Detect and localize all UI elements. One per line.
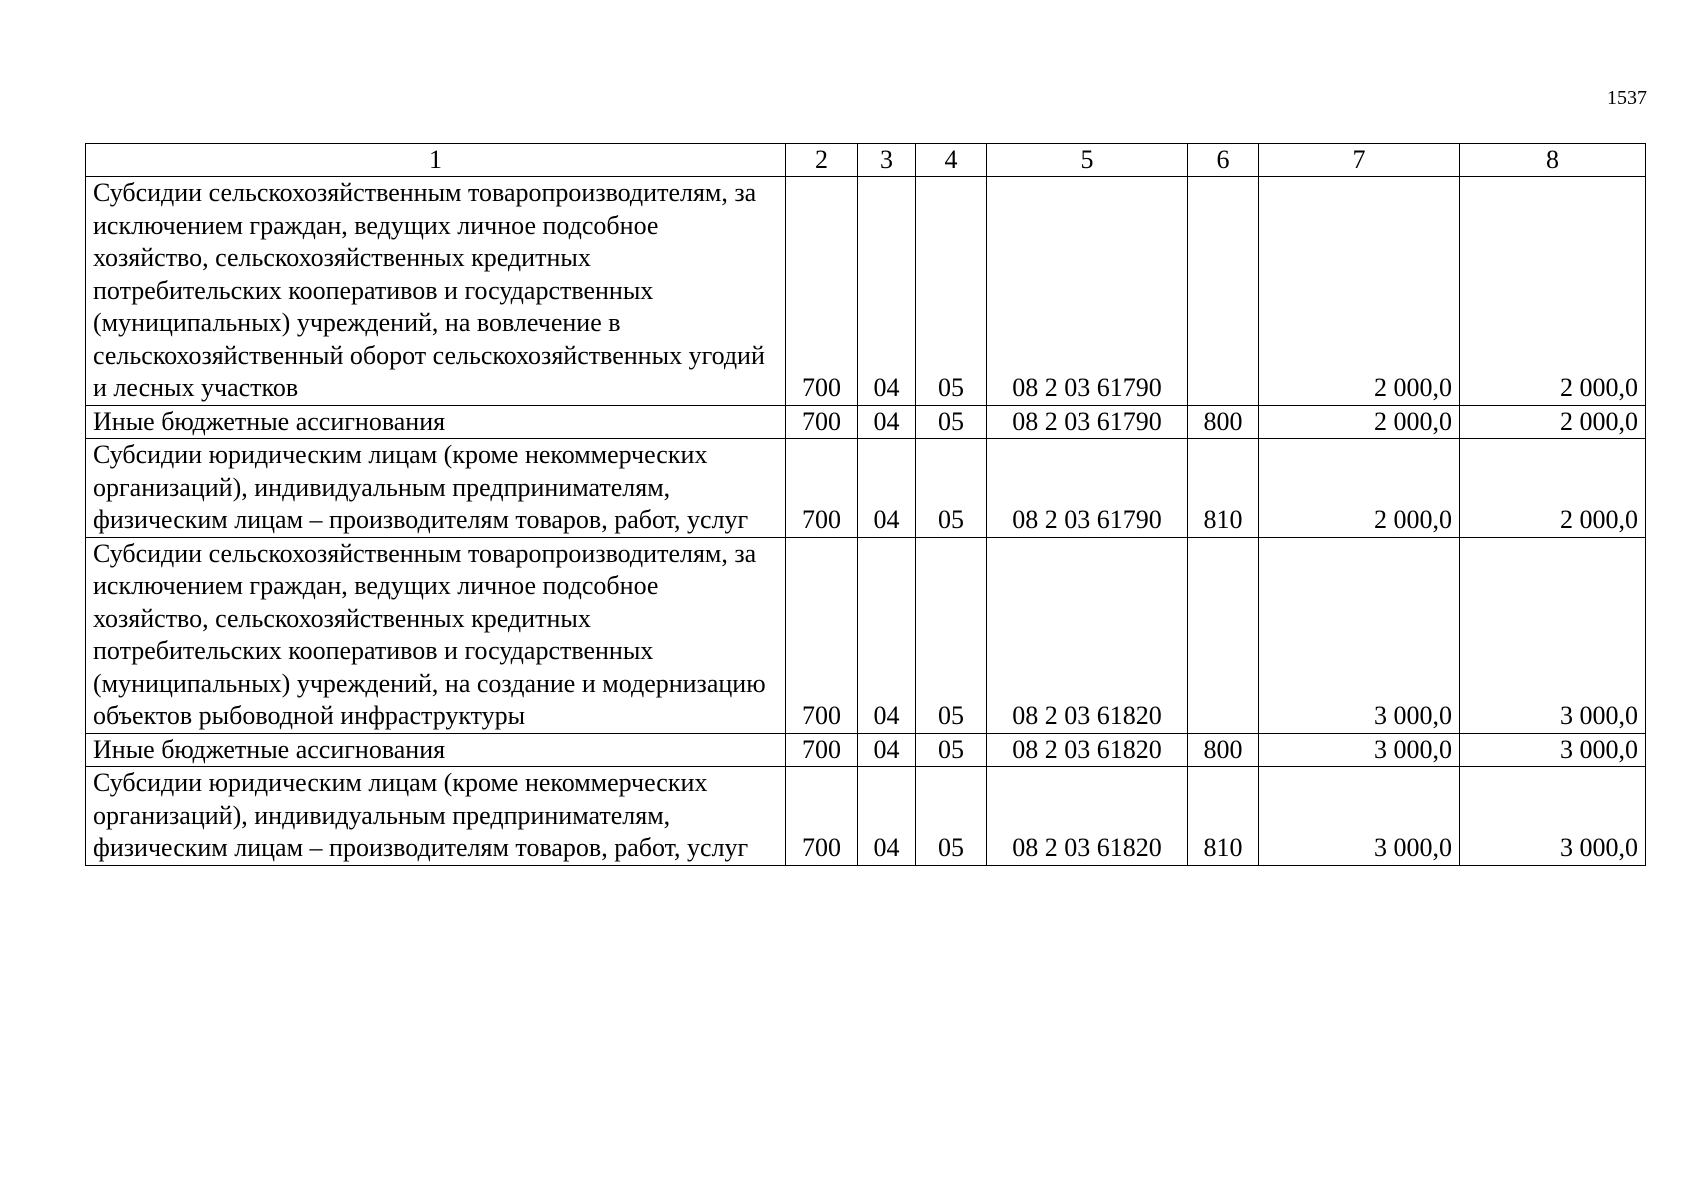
header-cell-3: 3 (858, 144, 916, 177)
row-section: 04 (858, 177, 916, 406)
header-cell-7: 7 (1259, 144, 1460, 177)
row-section: 04 (858, 733, 916, 767)
row-amount-b: 3 000,0 (1460, 537, 1646, 733)
table-row (86, 439, 1646, 538)
row-amount-a: 3 000,0 (1259, 537, 1460, 733)
row-name: Субсидии сельскохозяйственным товаропроизводителям, за исключением граждан, ведущих личное подсобное хозяйство, сельскохозяйственных кредитных потребительских кооперативов и государственных (муниципальных) учреждений, на вовлечение в сельскохозяйственный оборот сельскохозяйственных угодий и лесных участков (86, 177, 786, 406)
row-section: 04 (858, 405, 916, 439)
row-ministry: 700 (786, 177, 858, 406)
header-cell-5: 5 (987, 144, 1188, 177)
budget-table (85, 143, 1646, 866)
row-amount-a: 2 000,0 (1259, 177, 1460, 406)
row-subsection: 05 (916, 405, 987, 439)
header-cell-2: 2 (786, 144, 858, 177)
row-ministry: 700 (786, 439, 858, 538)
row-target: 08 2 03 61820 (987, 767, 1188, 866)
row-name: Субсидии юридическим лицам (кроме некоммерческих организаций), индивидуальным предпринимателям, физическим лицам – производителям товаров, работ, услуг (86, 767, 786, 866)
row-ministry: 700 (786, 405, 858, 439)
row-amount-b: 3 000,0 (1460, 733, 1646, 767)
row-amount-a: 3 000,0 (1259, 767, 1460, 866)
table-row (86, 405, 1646, 439)
row-type: 800 (1188, 733, 1259, 767)
header-cell-1: 1 (86, 144, 786, 177)
row-amount-b: 2 000,0 (1460, 405, 1646, 439)
row-amount-b: 2 000,0 (1460, 439, 1646, 538)
row-name: Субсидии сельскохозяйственным товаропроизводителям, за исключением граждан, ведущих личное подсобное хозяйство, сельскохозяйственных кредитных потребительских кооперативов и государственных (муниципальных) учреждений, на создание и модернизацию объектов рыбоводной инфраструктуры (86, 537, 786, 733)
row-amount-a: 2 000,0 (1259, 439, 1460, 538)
row-target: 08 2 03 61820 (987, 733, 1188, 767)
row-amount-b: 2 000,0 (1460, 177, 1646, 406)
row-target: 08 2 03 61790 (987, 439, 1188, 538)
row-type (1188, 537, 1259, 733)
table-row (86, 177, 1646, 406)
row-name: Иные бюджетные ассигнования (86, 405, 786, 439)
header-row (86, 144, 1646, 177)
row-type: 810 (1188, 767, 1259, 866)
row-amount-a: 3 000,0 (1259, 733, 1460, 767)
row-target: 08 2 03 61820 (987, 537, 1188, 733)
row-subsection: 05 (916, 537, 987, 733)
row-ministry: 700 (786, 733, 858, 767)
row-section: 04 (858, 537, 916, 733)
page-number: 1537 (1607, 87, 1647, 109)
table-row (86, 767, 1646, 866)
table-row (86, 537, 1646, 733)
row-amount-a: 2 000,0 (1259, 405, 1460, 439)
row-section: 04 (858, 439, 916, 538)
row-amount-b: 3 000,0 (1460, 767, 1646, 866)
row-type: 800 (1188, 405, 1259, 439)
row-target: 08 2 03 61790 (987, 177, 1188, 406)
row-target: 08 2 03 61790 (987, 405, 1188, 439)
header-cell-4: 4 (916, 144, 987, 177)
row-section: 04 (858, 767, 916, 866)
row-subsection: 05 (916, 439, 987, 538)
row-ministry: 700 (786, 767, 858, 866)
row-type (1188, 177, 1259, 406)
header-cell-6: 6 (1188, 144, 1259, 177)
row-name: Иные бюджетные ассигнования (86, 733, 786, 767)
table-row (86, 733, 1646, 767)
row-name: Субсидии юридическим лицам (кроме некоммерческих организаций), индивидуальным предпринимателям, физическим лицам – производителям товаров, работ, услуг (86, 439, 786, 538)
row-subsection: 05 (916, 767, 987, 866)
row-subsection: 05 (916, 733, 987, 767)
row-type: 810 (1188, 439, 1259, 538)
row-subsection: 05 (916, 177, 987, 406)
row-ministry: 700 (786, 537, 858, 733)
header-cell-8: 8 (1460, 144, 1646, 177)
